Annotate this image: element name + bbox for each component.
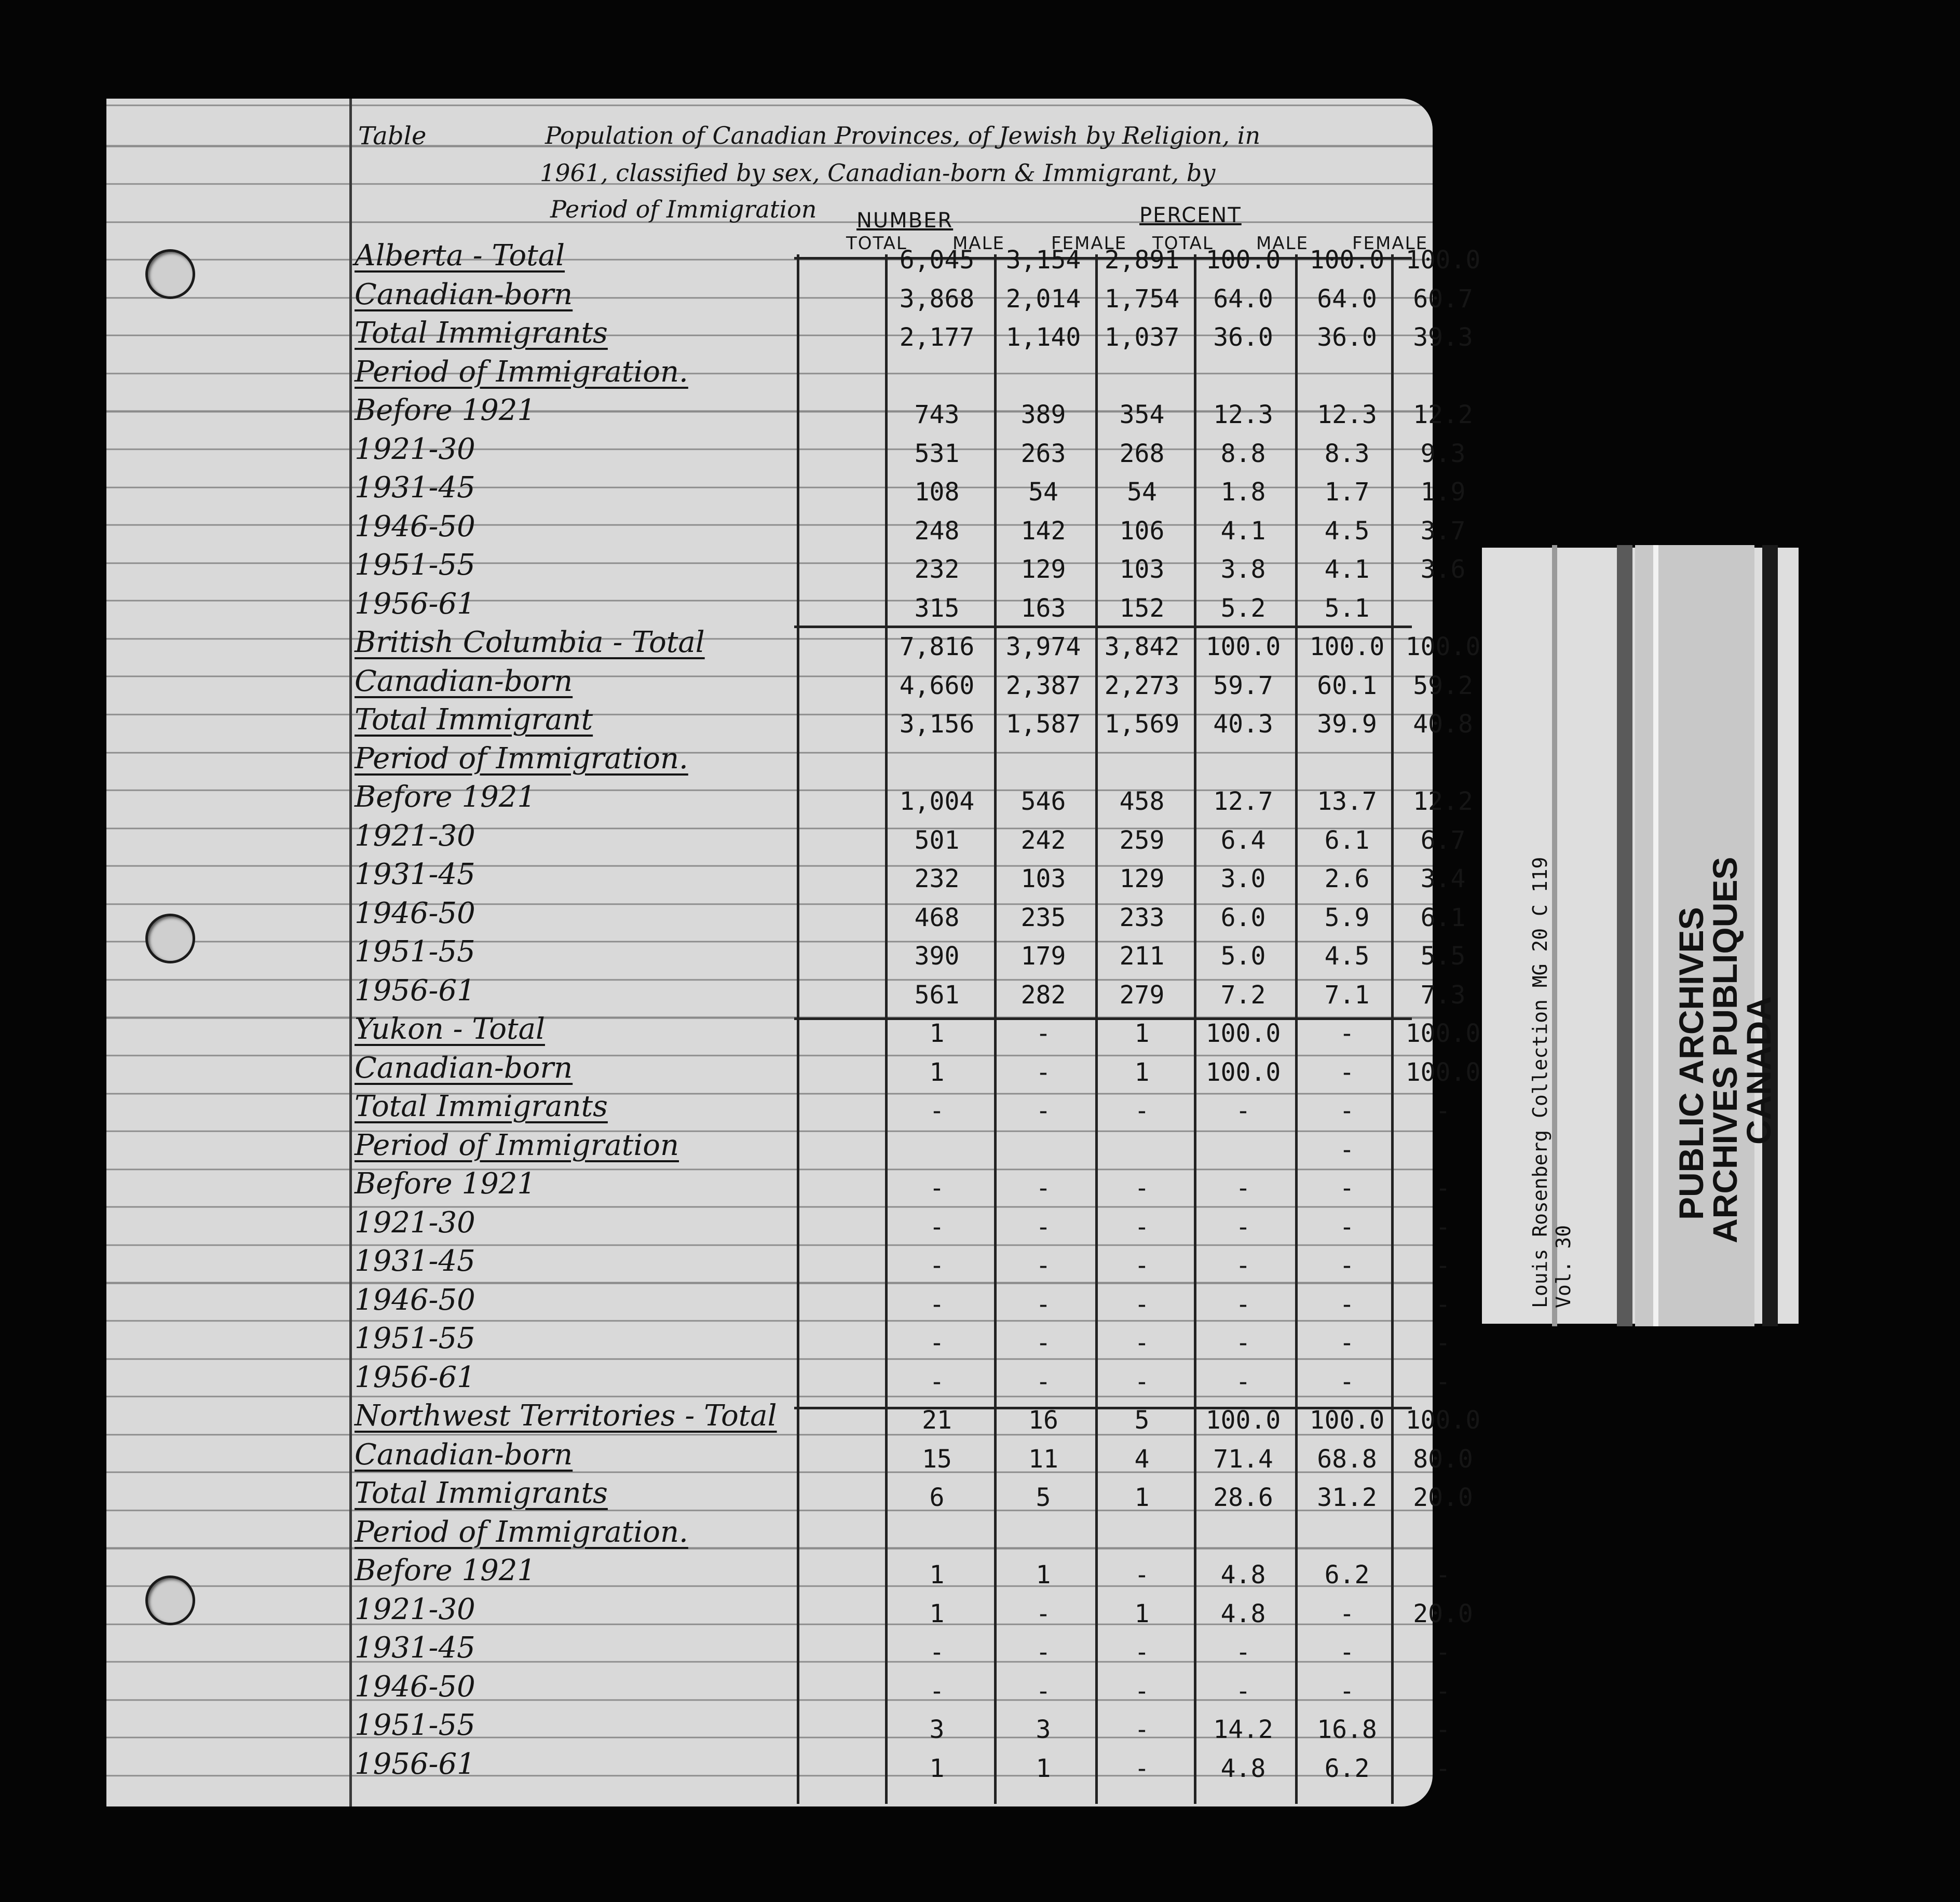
- row-label: 1921-30: [355, 1205, 475, 1240]
- table-cell: 4.8: [1220, 1754, 1266, 1783]
- table-cell: -: [1235, 1328, 1251, 1357]
- table-cell: 39.9: [1317, 710, 1377, 739]
- table-cell: 1,037: [1104, 323, 1180, 352]
- table-cell: -: [1036, 1328, 1051, 1357]
- table-cell: -: [1339, 1057, 1355, 1087]
- table-cell: -: [1134, 1754, 1150, 1783]
- table-cell: -: [1036, 1638, 1051, 1667]
- table-cell: 16.8: [1317, 1715, 1377, 1744]
- table-cell: 248: [914, 516, 960, 546]
- header-number: NUMBER: [856, 209, 954, 233]
- table-cell: -: [1435, 1638, 1451, 1667]
- table-cell: -: [1435, 1289, 1451, 1319]
- table-cell: 103: [1020, 864, 1066, 893]
- table-cell: 64.0: [1213, 284, 1273, 314]
- table-cell: -: [1134, 1560, 1150, 1589]
- row-label: Before 1921: [355, 1167, 536, 1201]
- table-cell: -: [1339, 1599, 1355, 1628]
- table-cell: 6.7: [1420, 825, 1466, 855]
- table-cell: -: [1435, 1096, 1451, 1125]
- table-cell: 8.8: [1220, 439, 1266, 468]
- table-cell: -: [1339, 1328, 1355, 1357]
- table-cell: 60.1: [1317, 671, 1377, 700]
- table-cell: 4.1: [1324, 555, 1370, 584]
- row-label: Before 1921: [355, 1554, 536, 1587]
- stamp-line-1: PUBLIC ARCHIVES: [1672, 907, 1710, 1220]
- table-cell: -: [1235, 1212, 1251, 1242]
- table-cell: 242: [1020, 825, 1066, 855]
- table-cell: 7.3: [1420, 980, 1466, 1010]
- row-label: Total Immigrants: [355, 1090, 608, 1123]
- table-cell: -: [1036, 1212, 1051, 1242]
- table-cell: -: [1235, 1289, 1251, 1319]
- table-cell: -: [1435, 1560, 1451, 1589]
- table-cell: 282: [1020, 980, 1066, 1010]
- table-cell: 129: [1119, 864, 1165, 893]
- column-rule: [797, 254, 799, 1804]
- table-cell: 3.8: [1220, 555, 1266, 584]
- table-cell: 5: [1036, 1483, 1051, 1512]
- table-cell: -: [1134, 1715, 1150, 1744]
- table-cell: -: [929, 1289, 945, 1319]
- table-cell: -: [1435, 1251, 1451, 1280]
- table-cell: 1: [929, 1560, 945, 1589]
- table-cell: 39.3: [1413, 323, 1473, 352]
- table-cell: -: [929, 1676, 945, 1706]
- table-cell: -: [1435, 1754, 1451, 1783]
- margin-rule: [349, 99, 352, 1806]
- table-cell: -: [1134, 1096, 1150, 1125]
- title-line-3: Period of Immigration: [550, 195, 817, 223]
- table-cell: 1.7: [1324, 478, 1370, 507]
- table-cell: 7,816: [899, 632, 975, 661]
- table-cell: 2,014: [1005, 284, 1081, 314]
- table-cell: -: [1134, 1367, 1150, 1396]
- table-cell: -: [1339, 1289, 1355, 1319]
- table-cell: 100.0: [1405, 1057, 1481, 1087]
- table-cell: -: [1235, 1174, 1251, 1203]
- table-cell: 1: [1134, 1057, 1150, 1087]
- row-label: 1956-61: [355, 587, 475, 621]
- column-header: FEMALE: [1051, 233, 1127, 254]
- row-label: Canadian-born: [355, 277, 573, 311]
- table-cell: 3: [1036, 1715, 1051, 1744]
- column-header: MALE: [952, 233, 1005, 254]
- label-band: [1653, 545, 1658, 1326]
- table-cell: 100.0: [1205, 632, 1281, 661]
- table-cell: -: [929, 1638, 945, 1667]
- table-cell: 3: [929, 1715, 945, 1744]
- table-cell: 2.6: [1324, 864, 1370, 893]
- table-cell: 100.0: [1405, 1406, 1481, 1435]
- table-cell: 68.8: [1317, 1444, 1377, 1474]
- table-cell: 3,842: [1104, 632, 1180, 661]
- table-cell: 129: [1020, 555, 1066, 584]
- table-cell: -: [1036, 1676, 1051, 1706]
- table-cell: 354: [1119, 400, 1165, 429]
- table-cell: -: [1339, 1212, 1355, 1242]
- table-cell: 1: [1036, 1754, 1051, 1783]
- table-cell: -: [1036, 1289, 1051, 1319]
- table-cell: 60.7: [1413, 284, 1473, 314]
- punch-hole: [145, 1575, 195, 1625]
- table-cell: 5: [1134, 1406, 1150, 1435]
- table-cell: -: [1435, 1212, 1451, 1242]
- row-label: 1951-55: [355, 1322, 475, 1355]
- table-cell: -: [929, 1251, 945, 1280]
- table-cell: 64.0: [1317, 284, 1377, 314]
- column-header: TOTAL: [846, 233, 907, 254]
- table-cell: 142: [1020, 516, 1066, 546]
- table-cell: 100.0: [1309, 1406, 1385, 1435]
- table-cell: 1,754: [1104, 284, 1180, 314]
- table-cell: 3,868: [899, 284, 975, 314]
- table-cell: 211: [1119, 942, 1165, 971]
- row-label: 1956-61: [355, 1360, 475, 1394]
- row-label: 1921-30: [355, 432, 475, 466]
- table-cell: -: [1339, 1096, 1355, 1125]
- table-cell: 100.0: [1405, 1019, 1481, 1048]
- table-cell: 1: [1036, 1560, 1051, 1589]
- table-cell: 3.7: [1420, 516, 1466, 546]
- label-band: [1552, 545, 1557, 1326]
- table-cell: -: [1036, 1174, 1051, 1203]
- table-cell: -: [1134, 1212, 1150, 1242]
- table-cell: 21: [922, 1406, 952, 1435]
- table-cell: -: [929, 1328, 945, 1357]
- table-cell: 40.8: [1413, 710, 1473, 739]
- table-cell: 1,587: [1005, 710, 1081, 739]
- table-cell: 390: [914, 942, 960, 971]
- table-cell: 4.8: [1220, 1560, 1266, 1589]
- table-cell: 4.5: [1324, 942, 1370, 971]
- table-cell: 20.0: [1413, 1483, 1473, 1512]
- table-cell: -: [1435, 1676, 1451, 1706]
- table-cell: 6.0: [1220, 903, 1266, 932]
- table-cell: 468: [914, 903, 960, 932]
- table-cell: -: [1339, 1638, 1355, 1667]
- table-cell: 100.0: [1205, 1406, 1281, 1435]
- table-cell: -: [1339, 1367, 1355, 1396]
- row-label: Before 1921: [355, 393, 536, 427]
- table-cell: 9.3: [1420, 439, 1466, 468]
- table-cell: 259: [1119, 825, 1165, 855]
- table-cell: 6.2: [1324, 1754, 1370, 1783]
- table-cell: 13.7: [1317, 787, 1377, 816]
- table-cell: -: [1339, 1251, 1355, 1280]
- table-cell: 2,273: [1104, 671, 1180, 700]
- table-cell: 1: [1134, 1483, 1150, 1512]
- row-label: Period of Immigration.: [355, 355, 688, 389]
- table-cell: 4,660: [899, 671, 975, 700]
- table-cell: 36.0: [1213, 323, 1273, 352]
- table-cell: 3.4: [1420, 864, 1466, 893]
- row-label: Period of Immigration.: [355, 741, 688, 776]
- ledger-page: [106, 99, 1481, 1806]
- table-cell: -: [1134, 1676, 1150, 1706]
- table-cell: 5.5: [1420, 942, 1466, 971]
- table-cell: 233: [1119, 903, 1165, 932]
- table-cell: 1,140: [1005, 323, 1081, 352]
- row-label: Total Immigrants: [355, 316, 608, 350]
- column-header: FEMALE: [1352, 233, 1428, 254]
- row-label: 1931-45: [355, 471, 475, 505]
- table-cell: 1: [1134, 1019, 1150, 1048]
- table-cell: -: [929, 1367, 945, 1396]
- collection-text: Louis Rosenberg Collection MG 20 C 119: [1529, 857, 1551, 1308]
- table-cell: -: [1339, 1135, 1355, 1164]
- table-cell: 11: [1028, 1444, 1058, 1474]
- table-cell: 12.7: [1213, 787, 1273, 816]
- table-cell: -: [1339, 1174, 1355, 1203]
- table-cell: 315: [914, 593, 960, 623]
- row-label: Period of Immigration.: [355, 1515, 688, 1549]
- row-label: 1946-50: [355, 509, 475, 544]
- table-cell: 5.2: [1220, 593, 1266, 623]
- table-cell: 108: [914, 478, 960, 507]
- table-cell: 12.2: [1413, 787, 1473, 816]
- table-cell: -: [929, 1174, 945, 1203]
- row-label: 1931-45: [355, 1244, 475, 1278]
- table-cell: 1: [1134, 1599, 1150, 1628]
- table-cell: 40.3: [1213, 710, 1273, 739]
- stamp-line-3: CANADA: [1739, 996, 1778, 1145]
- row-label: Total Immigrant: [355, 703, 593, 737]
- table-cell: -: [1435, 1367, 1451, 1396]
- table-cell: 531: [914, 439, 960, 468]
- table-cell: 2,177: [899, 323, 975, 352]
- table-cell: 20.0: [1413, 1599, 1473, 1628]
- table-cell: -: [1235, 1096, 1251, 1125]
- table-cell: 100.0: [1205, 1057, 1281, 1087]
- table-cell: -: [1036, 1367, 1051, 1396]
- table-cell: 100.0: [1205, 1019, 1281, 1048]
- table-cell: 6.1: [1420, 903, 1466, 932]
- table-cell: 5.0: [1220, 942, 1266, 971]
- row-label: Canadian-born: [355, 664, 573, 698]
- table-cell: -: [1036, 1057, 1051, 1087]
- table-cell: 458: [1119, 787, 1165, 816]
- table-cell: 6: [929, 1483, 945, 1512]
- table-cell: 59.2: [1413, 671, 1473, 700]
- row-label: 1946-50: [355, 1283, 475, 1317]
- table-cell: -: [929, 1096, 945, 1125]
- table-cell: 3.0: [1220, 864, 1266, 893]
- table-cell: -: [1134, 1174, 1150, 1203]
- table-cell: 546: [1020, 787, 1066, 816]
- table-cell: 59.7: [1213, 671, 1273, 700]
- row-label: Yukon - Total: [355, 1012, 545, 1046]
- table-cell: -: [1235, 1676, 1251, 1706]
- table-cell: 16: [1028, 1406, 1058, 1435]
- table-cell: -: [1036, 1019, 1051, 1048]
- table-cell: 28.6: [1213, 1483, 1273, 1512]
- table-cell: 2,891: [1104, 246, 1180, 275]
- table-cell: 3,156: [899, 710, 975, 739]
- section-rule: [794, 626, 1412, 628]
- table-cell: 6.2: [1324, 1560, 1370, 1589]
- punch-hole: [145, 914, 195, 963]
- row-label: 1951-55: [355, 1708, 475, 1742]
- table-cell: 80.0: [1413, 1444, 1473, 1474]
- table-cell: 1.9: [1420, 478, 1466, 507]
- table-cell: 12.3: [1213, 400, 1273, 429]
- table-cell: 12.2: [1413, 400, 1473, 429]
- table-cell: 6.4: [1220, 825, 1266, 855]
- row-label: Period of Immigration: [355, 1128, 679, 1162]
- table-cell: 4.5: [1324, 516, 1370, 546]
- table-cell: 71.4: [1213, 1444, 1273, 1474]
- table-cell: 7.2: [1220, 980, 1266, 1010]
- row-label: 1931-45: [355, 858, 475, 891]
- table-cell: 1: [929, 1754, 945, 1783]
- title-line-2: 1961, classified by sex, Canadian-born & Immigrant, by: [540, 159, 1216, 187]
- table-cell: 100.0: [1405, 246, 1481, 275]
- table-cell: -: [1435, 1174, 1451, 1203]
- table-cell: 106: [1119, 516, 1165, 546]
- row-label: 1951-55: [355, 935, 475, 969]
- table-cell: -: [1235, 1367, 1251, 1396]
- row-label: Before 1921: [355, 780, 536, 814]
- table-cell: 6.1: [1324, 825, 1370, 855]
- table-cell: 100.0: [1405, 632, 1481, 661]
- table-cell: -: [1036, 1096, 1051, 1125]
- row-label: Total Immigrants: [355, 1476, 608, 1510]
- table-cell: 152: [1119, 593, 1165, 623]
- table-cell: 1: [929, 1599, 945, 1628]
- row-label: 1946-50: [355, 896, 475, 930]
- header-percent: PERCENT: [1139, 203, 1242, 227]
- column-header: MALE: [1256, 233, 1309, 254]
- table-cell: 5.9: [1324, 903, 1370, 932]
- table-cell: 561: [914, 980, 960, 1010]
- punch-hole: [145, 249, 195, 299]
- table-cell: 4.8: [1220, 1599, 1266, 1628]
- table-cell: 1.8: [1220, 478, 1266, 507]
- row-label: 1956-61: [355, 1747, 475, 1781]
- table-cell: 103: [1119, 555, 1165, 584]
- table-cell: 235: [1020, 903, 1066, 932]
- stamp-line-2: ARCHIVES PUBLIQUES: [1706, 857, 1744, 1243]
- row-label: Canadian-born: [355, 1437, 573, 1472]
- table-cell: 100.0: [1205, 246, 1281, 275]
- table-cell: 279: [1119, 980, 1165, 1010]
- table-cell: 100.0: [1309, 632, 1385, 661]
- table-cell: -: [1339, 1676, 1355, 1706]
- table-cell: -: [929, 1212, 945, 1242]
- table-cell: -: [1134, 1251, 1150, 1280]
- table-cell: 5.1: [1324, 593, 1370, 623]
- table-cell: 232: [914, 864, 960, 893]
- table-cell: -: [1134, 1328, 1150, 1357]
- table-cell: 6,045: [899, 246, 975, 275]
- table-cell: 2,387: [1005, 671, 1081, 700]
- table-cell: -: [1435, 1715, 1451, 1744]
- archive-label: [1479, 545, 1801, 1326]
- label-band: [1617, 545, 1632, 1326]
- table-cell: 263: [1020, 439, 1066, 468]
- table-cell: 163: [1020, 593, 1066, 623]
- table-cell: -: [1339, 1019, 1355, 1048]
- table-cell: 389: [1020, 400, 1066, 429]
- row-label: 1956-61: [355, 973, 475, 1008]
- table-cell: -: [1235, 1638, 1251, 1667]
- table-cell: 31.2: [1317, 1483, 1377, 1512]
- volume-text: Vol. 30: [1552, 1225, 1575, 1308]
- table-cell: 3,154: [1005, 246, 1081, 275]
- table-cell: 1,569: [1104, 710, 1180, 739]
- table-cell: -: [1134, 1289, 1150, 1319]
- table-cell: 54: [1028, 478, 1058, 507]
- table-cell: 36.0: [1317, 323, 1377, 352]
- table-cell: 15: [922, 1444, 952, 1474]
- table-cell: 1: [929, 1019, 945, 1048]
- label-band: [1762, 545, 1778, 1326]
- table-cell: 268: [1119, 439, 1165, 468]
- row-label: Northwest Territories - Total: [355, 1399, 777, 1433]
- table-cell: 100.0: [1309, 246, 1385, 275]
- row-label: 1921-30: [355, 1592, 475, 1626]
- table-cell: -: [1235, 1251, 1251, 1280]
- row-label: British Columbia - Total: [355, 626, 705, 659]
- row-label: 1931-45: [355, 1631, 475, 1665]
- table-label: Table: [358, 121, 427, 151]
- row-label: 1921-30: [355, 819, 475, 853]
- row-label: Canadian-born: [355, 1051, 573, 1085]
- table-cell: 743: [914, 400, 960, 429]
- table-cell: 4.1: [1220, 516, 1266, 546]
- table-cell: -: [1036, 1251, 1051, 1280]
- row-label: 1946-50: [355, 1669, 475, 1704]
- column-header: TOTAL: [1152, 233, 1214, 254]
- table-cell: 3,974: [1005, 632, 1081, 661]
- table-cell: 7.1: [1324, 980, 1370, 1010]
- table-cell: 3.6: [1420, 555, 1466, 584]
- table-cell: 4: [1134, 1444, 1150, 1474]
- table-cell: 54: [1127, 478, 1157, 507]
- table-cell: 501: [914, 825, 960, 855]
- table-cell: -: [1435, 1328, 1451, 1357]
- table-cell: 14.2: [1213, 1715, 1273, 1744]
- table-cell: -: [1036, 1599, 1051, 1628]
- table-cell: 1,004: [899, 787, 975, 816]
- table-cell: 12.3: [1317, 400, 1377, 429]
- table-cell: 1: [929, 1057, 945, 1087]
- title-line-1: Population of Canadian Provinces, of Jewish by Religion, in: [545, 121, 1261, 150]
- table-cell: 179: [1020, 942, 1066, 971]
- row-label: 1951-55: [355, 548, 475, 582]
- table-cell: 8.3: [1324, 439, 1370, 468]
- table-cell: 232: [914, 555, 960, 584]
- row-label: Alberta - Total: [355, 239, 565, 273]
- table-cell: -: [1134, 1638, 1150, 1667]
